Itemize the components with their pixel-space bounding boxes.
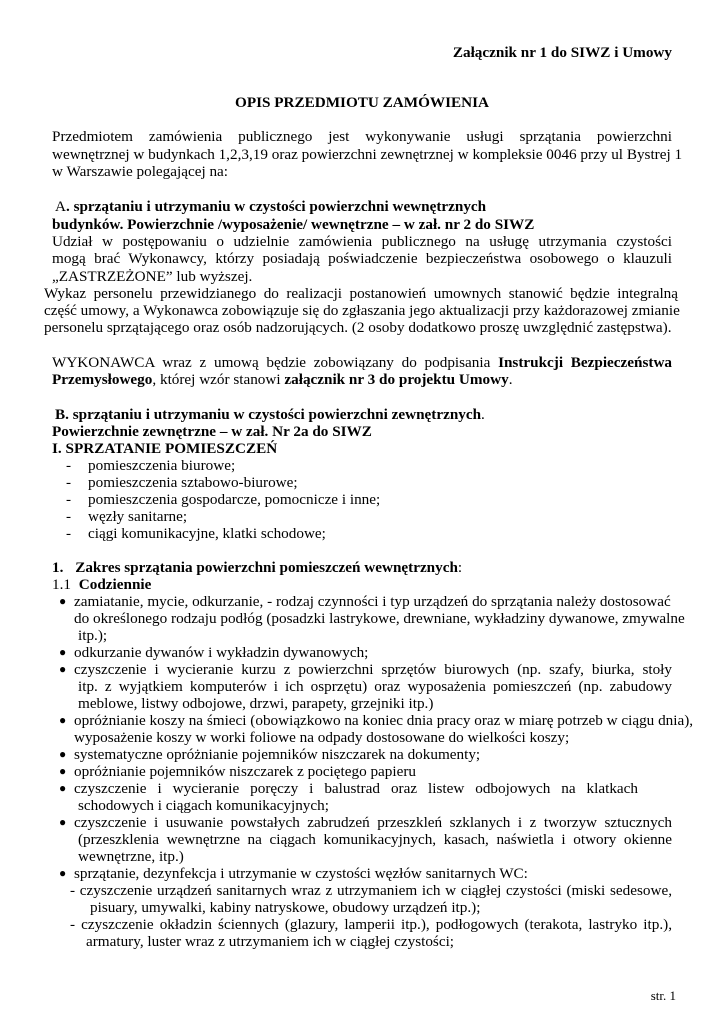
section-a-line: „ZASTRZEŻONE” lub wyższej. (52, 268, 253, 285)
scope-subheading (52, 576, 151, 593)
bullet-line: itp.); (78, 627, 108, 644)
section-b-heading-end: . (481, 406, 485, 423)
sub-item-line: pisuary, umywalki, kabiny natryskowe, obudowy urządzeń itp.); (90, 899, 481, 916)
bullet-line: meblowe, listwy odbojowe, drzwi, parapety, grzejniki itp.) (78, 695, 434, 712)
section-b-heading-text: B. sprzątaniu i utrzymaniu w czystości powierzchni zewnętrznych (55, 406, 482, 423)
personnel-line: personelu sprzątającego oraz osób nadzorujących. (2 osoby dodatkowo proszę uwzględnić zastępstwa). (44, 319, 672, 336)
scope-heading-text: Zakres sprzątania powierzchni pomieszczeń wewnętrznych (75, 559, 458, 576)
scope-sub-heading: Codziennie (78, 576, 152, 593)
contractor-text: WYKONAWCA wraz z umową będzie zobowiązany do podpisania (52, 354, 491, 371)
section-b-heading (55, 406, 485, 423)
section-a-buildings: budynków (52, 216, 120, 233)
scope-colon: : (457, 559, 463, 576)
bullet-line: wyposażenie koszy w worki foliowe na odpady dostosowane do wielkości koszy; (74, 729, 570, 746)
bullet-item: czyszczenie i wycieranie poręczy i balustrad oraz listew odbojowych na klatkach (74, 780, 638, 797)
bullet-item: czyszczenie i usuwanie powstałych zabrudzeń przeszkleń szklanych i z tworzyw sztucznych (74, 814, 672, 831)
section-a-heading (55, 198, 486, 215)
section-a-line: mogą brać Wykonawcy, którzy posiadają poświadczenie bezpieczeństwa osobowego o klauzuli (52, 250, 672, 267)
sub-item-line: armatury, luster wraz z utrzymaniem ich w ciągłej czystości; (86, 933, 455, 950)
contractor-line (52, 371, 513, 388)
personnel-line: Wykaz personelu przewidzianego do realizacji postanowień umownych stanowić będzie integralną (44, 285, 678, 302)
bullet-line: (przeszklenia wewnętrzne na ciągach komunikacyjnych, kasach, naświetla i otwory okienne (78, 831, 672, 848)
bullet-line: itp. z wyjątkiem komputerów i ich osprzętu) oraz wyposażenia pomieszczeń (np. zabudowy (78, 678, 672, 695)
contractor-line (52, 354, 672, 371)
bullet-icon: ● (59, 645, 67, 659)
contractor-instruction: Instrukcji Bezpieczeństwa (498, 354, 673, 371)
page-title: OPIS PRZEDMIOTU ZAMÓWIENIA (235, 94, 489, 111)
document-page: Załącznik nr 1 do SIWZ i Umowy OPIS PRZEDMIOTU ZAMÓWIENIA Przedmiotem zamówienia publicznego jest wykonywanie usługi sprzątania powierzchni wewnętrznej w budynkach 1,2,3,19 oraz powierzchni zewnętrznej w kompleksie 0046 przy ul Bystrej 1 w Warszawie polegającej na: A. sprzątaniu i utrzymaniu w czystości powierzchni wewnętrznych budynków. Powierzchnie /wyposażenie/ wewnętrzne – w zał. nr 2 do SIWZ Udział w postępowaniu o udzielnie zamówienia publicznego na usługę utrzymania czystości mogą brać Wykonawcy, którzy posiadają poświadczenie bezpieczeństwa osobowego o klauzuli „ZASTRZEŻONE” lub wyższej. Wykaz personelu przewidzianego do realizacji postanowień umownych stanowić będzie integralną część umowy, a Wykonawca zobowiązuje się do zgłaszania jego aktualizacji przy każdorazowej zmianie personelu sprzątającego oraz osób nadzorujących. (2 osoby dodatkowo proszę uwzględnić zastępstwa). WYKONAWCA wraz z umową będzie zobowiązany do podpisania Instrukcji Bezpieczeństwa Przemysłowego, której wzór stanowi załącznik nr 3 do projektu Umowy. B. sprzątaniu i utrzymaniu w czystości powierzchni zewnętrznych. Powierzchnie zewnętrzne – w zał. Nr 2a do SIWZ I. SPRZATANIE POMIESZCZEŃ - pomieszczenia biurowe; - pomieszczenia sztabowo-biurowe; - pomieszczenia gospodarcze, pomocnicze i inne; - węzły sanitarne; - ciągi komunikacyjne, klatki schodowe; 1. Zakres sprzątania powierzchni pomieszczeń wewnętrznych: 1.1 Codziennie ● zamiatanie, mycie, odkurzanie, - rodzaj czynności i typ urządzeń do sprzątania należy dostosować do określonego rodzaju podłóg (posadzki lastrykowe, drewniane, wykładziny dywanowe, zmywalne itp.); ● odkurzanie dywanów i wykładzin dywanowych; czyszczenie i wycieranie kurzu z powierzchni sprzętów biurowych (np. szafy, biurka, stoły ● itp. z wyjątkiem komputerów i ich osprzętu) oraz wyposażenia pomieszczeń (np. zabudowy meblowe, listwy odbojowe, drzwi, parapety, grzejniki itp.) ● opróżnianie koszy na śmieci (obowiązkowo na koniec dnia pracy oraz w miarę potrzeb w ciągu dnia), wyposażenie koszy w worki foliowe na odpady dostosowane do wielkości koszy; ● systematyczne opróżnianie pojemników niszczarek na dokumenty; ● opróżnianie pojemników niszczarek z pociętego papieru czyszczenie i wycieranie poręczy i balustrad oraz listew odbojowych na klatkach ● schodowych i ciągach komunikacyjnych; czyszczenie i usuwanie powstałych zabrudzeń przeszkleń szklanych i z tworzyw sztucznych ● (przeszklenia wewnętrzne na ciągach komunikacyjnych, kasach, naświetla i otwory okienne wewnętrzne, itp.) ● sprzątanie, dezynfekcja i utrzymanie w czystości węzłów sanitarnych WC: - czyszczenie urządzeń sanitarnych wraz z utrzymaniem ich w ciągłej czystości (miski sedesowe, pisuary, umywalki, kabiny natryskowe, obudowy urządzeń itp.); - czyszczenie okładzin ściennych (glazury, lamperii itp.), podłogowych (terakota, lastryko itp.), armatury, luster wraz z utrzymaniem ich w ciągłej czystości; str. 1 (0, 0, 724, 1024)
bullet-icon: ● (59, 747, 67, 761)
bullet-icon: ● (59, 866, 67, 880)
sub-item: - czyszczenie okładzin ściennych (glazury, lamperii itp.), podłogowych (terakota, lastryko itp.), (70, 916, 672, 933)
bullet-icon: ● (59, 764, 67, 778)
personnel-line: część umowy, a Wykonawca zobowiązuje się do zgłaszania jego aktualizacji przy każdorazowej zmianie (44, 302, 680, 319)
contractor-attachment: załącznik nr 3 do projektu Umowy (284, 371, 509, 388)
rooms-heading: I. SPRZATANIE POMIESZCZEŃ (52, 440, 278, 457)
section-a-subheading (52, 216, 534, 233)
section-a-line: Udział w postępowaniu o udzielnie zamówienia publicznego na usługę utrzymania czystości (52, 233, 672, 250)
contractor-text: , której wzór stanowi (152, 371, 281, 388)
contractor-industrial: Przemysłowego (52, 371, 153, 388)
bullet-line: wewnętrzne, itp.) (78, 848, 184, 865)
bullet-item: czyszczenie i wycieranie kurzu z powierzchni sprzętów biurowych (np. szafy, biurka, stoły (74, 661, 672, 678)
section-b-subheading: Powierzchnie zewnętrzne – w zał. Nr 2a do SIWZ (52, 423, 372, 440)
bullet-icon: ● (59, 662, 67, 676)
intro-line: wewnętrznej w budynkach 1,2,3,19 oraz powierzchni zewnętrznej w kompleksie 0046 przy ul Bystrej 1 (52, 146, 683, 163)
bullet-icon: ● (59, 815, 67, 829)
bullet-icon: ● (59, 781, 67, 795)
bullet-icon: ● (59, 594, 67, 608)
sub-item: - czyszczenie urządzeń sanitarnych wraz z utrzymaniem ich w ciągłej czystości (miski sedesowe, (70, 882, 672, 899)
intro-line: w Warszawie polegającej na: (52, 163, 229, 180)
contractor-end: . (508, 371, 513, 388)
section-a-surfaces: . Powierzchnie /wyposażenie/ wewnętrzne – w zał. nr 2 do SIWZ (119, 216, 535, 233)
scope-heading (52, 559, 462, 576)
bullet-line: do określonego rodzaju podłóg (posadzki lastrykowe, drewniane, wykładziny dywanowe, zmywalne (74, 610, 685, 627)
scope-sub-number: 1.1 (52, 576, 71, 593)
scope-number: 1. (52, 559, 64, 576)
attachment-label: Załącznik nr 1 do SIWZ i Umowy (452, 44, 672, 61)
page-number: str. 1 (650, 988, 676, 1003)
bullet-icon: ● (59, 713, 67, 727)
section-a-letter: A (55, 198, 66, 215)
bullet-line: schodowych i ciągach komunikacyjnych; (78, 797, 329, 814)
section-a-heading-text: . sprzątaniu i utrzymaniu w czystości powierzchni wewnętrznych (65, 198, 487, 215)
intro-line: Przedmiotem zamówienia publicznego jest wykonywanie usługi sprzątania powierzchni (52, 128, 672, 145)
